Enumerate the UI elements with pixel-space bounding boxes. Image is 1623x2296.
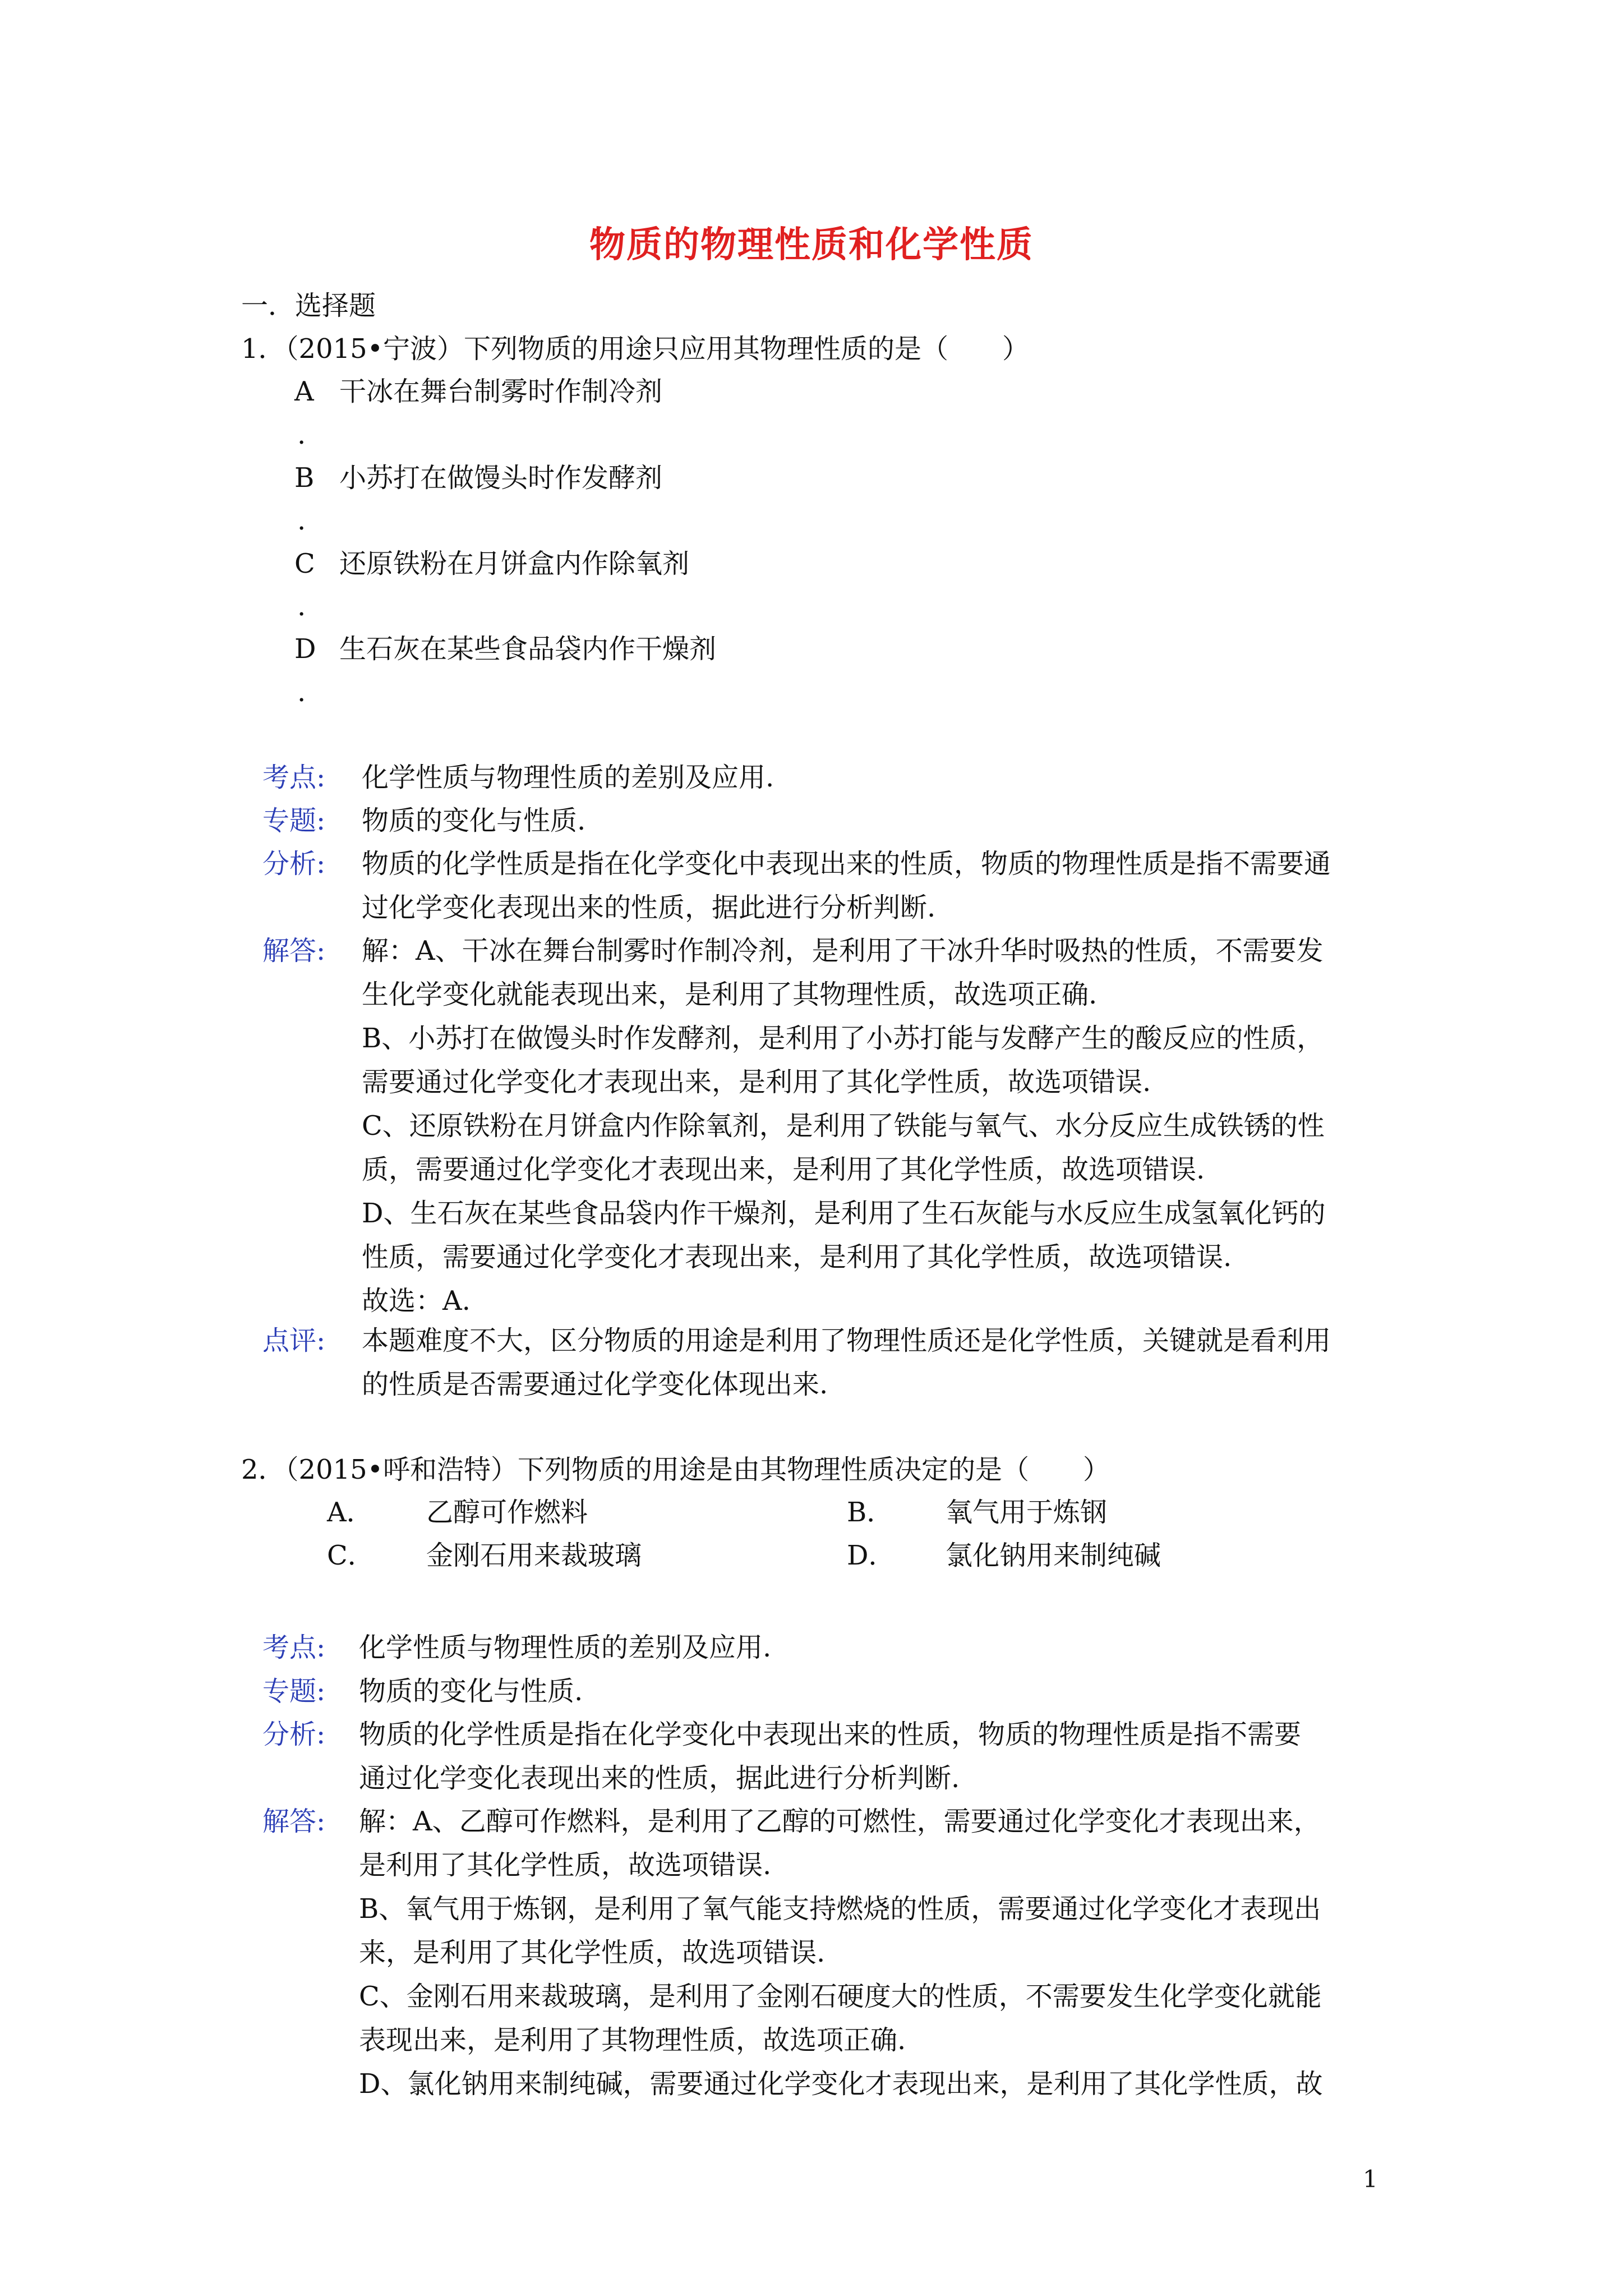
q1-option-c-text: 还原铁粉在月饼盒内作除氧剂 bbox=[339, 548, 690, 579]
q2-kaodian: 化学性质与物理性质的差别及应用. bbox=[359, 1632, 772, 1663]
q2-jieda-line: B、氧气用于炼钢，是利用了氧气能支持燃烧的性质，需要通过化学变化才表现出 bbox=[359, 1893, 1321, 1925]
q2-fenxi-line: 物质的化学性质是指在化学变化中表现出来的性质，物质的物理性质是指不需要 bbox=[359, 1719, 1302, 1750]
q1-option-a-text: 干冰在舞台制雾时作制冷剂 bbox=[339, 376, 663, 407]
q1-zhuanti: 物质的变化与性质. bbox=[362, 805, 586, 836]
q1-option-d-letter: D bbox=[294, 633, 316, 665]
q1-fenxi-line: 过化学变化表现出来的性质，据此进行分析判断. bbox=[362, 892, 936, 923]
q2-option-c-text: 金刚石用来裁玻璃 bbox=[426, 1540, 642, 1571]
q1-zhuanti-label: 专题: bbox=[262, 805, 326, 836]
section-heading: 一．选择题 bbox=[241, 290, 376, 321]
q2-kaodian-label: 考点: bbox=[262, 1632, 326, 1663]
q1-stem: 1．（2015•宁波）下列物质的用途只应用其物理性质的是（ ） bbox=[241, 333, 1030, 365]
q1-dianping-label: 点评: bbox=[262, 1325, 326, 1356]
q1-option-b-dot: . bbox=[297, 505, 306, 536]
q1-jieda-line: D、生石灰在某些食品袋内作干燥剂，是利用了生石灰能与水反应生成氢氧化钙的 bbox=[362, 1198, 1326, 1229]
q1-jieda-line: 解：A、干冰在舞台制雾时作制冷剂，是利用了干冰升华时吸热的性质，不需要发 bbox=[362, 935, 1324, 967]
q2-jieda-line: C、金刚石用来裁玻璃，是利用了金刚石硬度大的性质，不需要发生化学变化就能 bbox=[359, 1981, 1322, 2012]
q2-jieda-line: 是利用了其化学性质，故选项错误. bbox=[359, 1849, 772, 1881]
q1-jieda-line: C、还原铁粉在月饼盒内作除氧剂，是利用了铁能与氧气、水分反应生成铁锈的性 bbox=[362, 1110, 1325, 1142]
q2-option-b-text: 氧气用于炼钢 bbox=[946, 1497, 1108, 1528]
q1-dianping-line: 的性质是否需要通过化学变化体现出来. bbox=[362, 1369, 828, 1400]
q1-option-d-dot: . bbox=[297, 677, 306, 708]
q1-dianping bbox=[362, 1319, 1388, 1406]
q1-jieda-line: 故选：A. bbox=[362, 1285, 471, 1317]
q1-option-b-text: 小苏打在做馒头时作发酵剂 bbox=[339, 462, 663, 494]
q1-option-b-letter: B bbox=[294, 462, 315, 494]
q2-fenxi-line: 通过化学变化表现出来的性质，据此进行分析判断. bbox=[359, 1763, 960, 1794]
q2-jieda-label: 解答: bbox=[262, 1806, 326, 1837]
q2-option-d-text: 氯化钠用来制纯碱 bbox=[946, 1540, 1161, 1571]
q2-fenxi-label: 分析: bbox=[262, 1719, 326, 1750]
q2-option-b-letter: B． bbox=[847, 1497, 894, 1528]
q2-jieda-line: 解：A、乙醇可作燃料，是利用了乙醇的可燃性，需要通过化学变化才表现出来， bbox=[359, 1806, 1321, 1837]
q1-fenxi-label: 分析: bbox=[262, 848, 326, 880]
q1-option-c-letter: C bbox=[294, 548, 315, 579]
document-title: 物质的物理性质和化学性质 bbox=[589, 224, 1034, 266]
q2-option-a-text: 乙醇可作燃料 bbox=[426, 1497, 588, 1528]
q2-fenxi bbox=[359, 1713, 1385, 1800]
q1-option-a-letter: A bbox=[294, 376, 314, 407]
q1-option-d-text: 生石灰在某些食品袋内作干燥剂 bbox=[339, 633, 717, 665]
q1-dianping-line: 本题难度不大，区分物质的用途是利用了物理性质还是化学性质，关键就是看利用 bbox=[362, 1325, 1331, 1356]
q2-stem: 2．（2015•呼和浩特）下列物质的用途是由其物理性质决定的是（ ） bbox=[241, 1454, 1110, 1485]
q1-option-a-dot: . bbox=[297, 419, 306, 450]
q2-option-a-letter: A． bbox=[327, 1497, 374, 1528]
q1-jieda-line: 需要通过化学变化才表现出来，是利用了其化学性质，故选项错误. bbox=[362, 1066, 1151, 1098]
q1-kaodian: 化学性质与物理性质的差别及应用. bbox=[362, 762, 774, 793]
q1-fenxi-line: 物质的化学性质是指在化学变化中表现出来的性质，物质的物理性质是指不需要通 bbox=[362, 848, 1331, 880]
q2-option-d-letter: D． bbox=[847, 1540, 896, 1571]
q2-jieda bbox=[359, 1800, 1385, 2106]
q2-jieda-line: 来，是利用了其化学性质，故选项错误. bbox=[359, 1937, 826, 1968]
q2-jieda-line: D、氯化钠用来制纯碱，需要通过化学变化才表现出来，是利用了其化学性质，故 bbox=[359, 2068, 1323, 2100]
q1-jieda-line: B、小苏打在做馒头时作发酵剂，是利用了小苏打能与发酵产生的酸反应的性质， bbox=[362, 1023, 1324, 1054]
q1-kaodian-label: 考点: bbox=[262, 762, 326, 793]
q1-jieda-label: 解答: bbox=[262, 935, 326, 967]
q1-fenxi bbox=[362, 842, 1388, 930]
q2-jieda-line: 表现出来，是利用了其物理性质，故选项正确. bbox=[359, 2024, 906, 2056]
q1-jieda-line: 质，需要通过化学变化才表现出来，是利用了其化学性质，故选项错误. bbox=[362, 1154, 1205, 1185]
q2-zhuanti: 物质的变化与性质. bbox=[359, 1676, 583, 1707]
q2-zhuanti-label: 专题: bbox=[262, 1676, 326, 1707]
q1-jieda bbox=[362, 929, 1388, 1323]
q1-jieda-line: 生化学变化就能表现出来，是利用了其物理性质，故选项正确. bbox=[362, 979, 1098, 1010]
page-number: 1 bbox=[1363, 2165, 1378, 2193]
q1-option-c-dot: . bbox=[297, 591, 306, 622]
q1-jieda-line: 性质，需要通过化学变化才表现出来，是利用了其化学性质，故选项错误. bbox=[362, 1241, 1232, 1273]
q2-option-c-letter: C． bbox=[327, 1540, 375, 1571]
